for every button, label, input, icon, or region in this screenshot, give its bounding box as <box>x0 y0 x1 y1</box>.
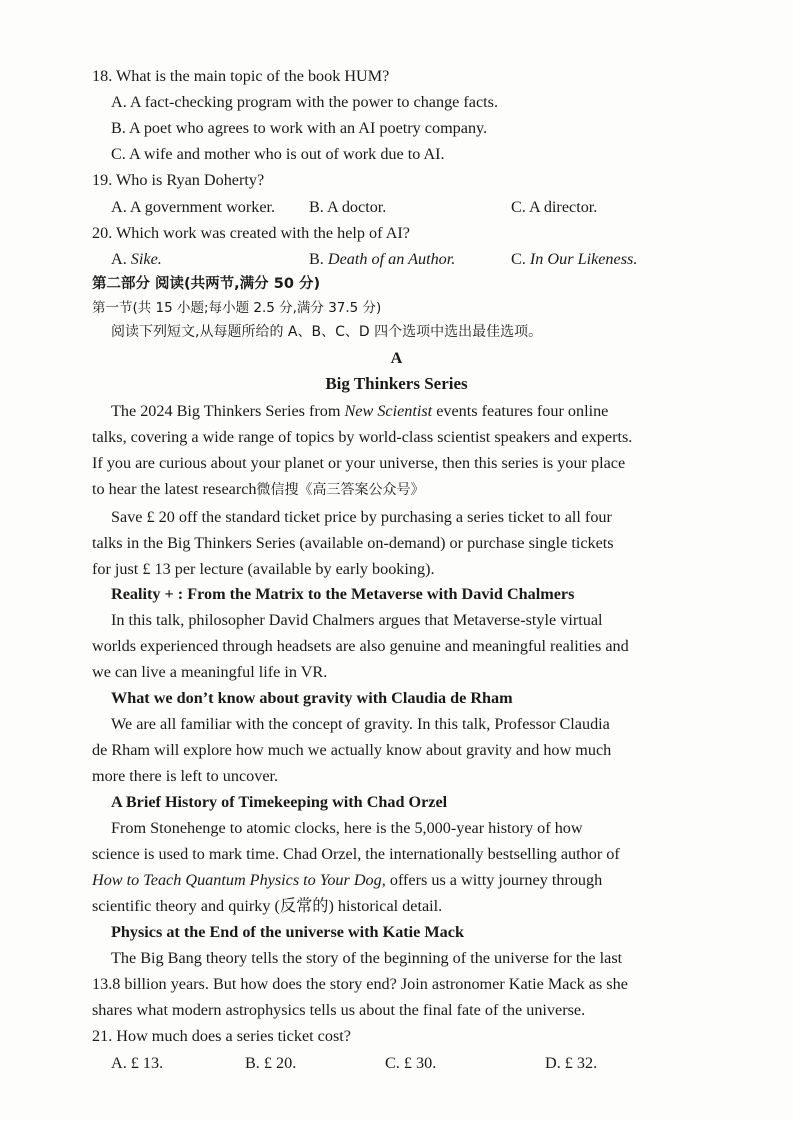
talk-3-line-3 <box>92 870 602 890</box>
section-subheading: 第一节(共 15 小题;每小题 2.5 分,满分 37.5 分) <box>92 300 382 316</box>
talk-2-line-2: de Rham will explore how much we actually know about gravity and how much <box>92 741 612 759</box>
question-20-option-c-title: In Our Likeness. <box>529 250 638 268</box>
intro-line-4 <box>92 479 424 500</box>
talk-3-line-2: science is used to mark time. Chad Orzel, the internationally bestselling author of <box>92 845 620 863</box>
intro-line-1 <box>111 401 608 421</box>
publication-name: New Scientist <box>344 402 433 420</box>
question-19-option-b: B. A doctor. <box>309 198 387 216</box>
talk-2-line-1: We are all familiar with the concept of gravity. In this talk, Professor Claudia <box>111 715 610 733</box>
talk-4-title: Physics at the End of the universe with Katie Mack <box>111 923 464 941</box>
intro-line-4-text: to hear the latest research <box>92 480 257 498</box>
question-20-option-c <box>511 249 637 269</box>
talk-4-line-1: The Big Bang theory tells the story of the beginning of the universe for the last <box>111 949 623 967</box>
question-20-option-b-title: Death of an Author. <box>327 250 456 268</box>
question-18-stem: 18. What is the main topic of the book HUM? <box>92 67 390 85</box>
question-18-option-b: B. A poet who agrees to work with an AI poetry company. <box>111 119 488 137</box>
question-21-option-b: B. £ 20. <box>245 1054 297 1072</box>
talk-2-line-3: more there is left to uncover. <box>92 767 279 785</box>
question-21-option-c: C. £ 30. <box>385 1054 437 1072</box>
watermark-text: 微信搜《高三答案公众号》 <box>256 482 425 498</box>
section-heading: 第二部分 阅读(共两节,满分 50 分) <box>92 276 321 292</box>
question-20-option-b-letter: B. <box>309 250 328 268</box>
question-19-option-a: A. A government worker. <box>111 198 276 216</box>
passage-letter: A <box>390 349 403 367</box>
intro-line-1-start: The 2024 Big Thinkers Series from <box>111 402 345 420</box>
question-19-stem: 19. Who is Ryan Doherty? <box>92 171 265 189</box>
book-title: How to Teach Quantum Physics to Your Dog <box>92 871 382 889</box>
talk-2-title: What we don’t know about gravity with Claudia de Rham <box>111 689 513 707</box>
intro-line-2: talks, covering a wide range of topics by world-class scientist speakers and experts. <box>92 428 633 446</box>
intro-line-1-end: events features four online <box>432 402 609 420</box>
pricing-line-3: for just £ 13 per lecture (available by early booking). <box>92 560 435 578</box>
intro-line-3: If you are curious about your planet or your universe, then this series is your place <box>92 454 626 472</box>
talk-3-line-4: scientific theory and quirky (反常的) historical detail. <box>92 897 443 915</box>
question-21-stem: 21. How much does a series ticket cost? <box>92 1027 351 1045</box>
question-18-option-c: C. A wife and mother who is out of work due to AI. <box>111 145 445 163</box>
pricing-line-2: talks in the Big Thinkers Series (available on-demand) or purchase single tickets <box>92 534 614 552</box>
question-21-option-a: A. £ 13. <box>111 1054 164 1072</box>
talk-1-line-3: we can live a meaningful life in VR. <box>92 663 328 681</box>
section-instruction: 阅读下列短文,从每题所给的 A、B、C、D 四个选项中选出最佳选项。 <box>111 324 543 340</box>
question-20-option-a-title: Sike. <box>130 250 162 268</box>
passage-title: Big Thinkers Series <box>325 374 468 393</box>
talk-1-line-2: worlds experienced through headsets are also genuine and meaningful realities and <box>92 637 629 655</box>
talk-3-line-1: From Stonehenge to atomic clocks, here is the 5,000-year history of how <box>111 819 583 837</box>
question-20-option-a <box>111 249 162 269</box>
talk-4-line-3: shares what modern astrophysics tells us about the final fate of the universe. <box>92 1001 586 1019</box>
talk-3-title: A Brief History of Timekeeping with Chad Orzel <box>111 793 448 811</box>
question-21-option-d: D. £ 32. <box>545 1054 598 1072</box>
pricing-line-1: Save £ 20 off the standard ticket price by purchasing a series ticket to all four <box>111 508 612 526</box>
talk-4-line-2: 13.8 billion years. But how does the story end? Join astronomer Katie Mack as she <box>92 975 628 993</box>
question-18-option-a: A. A fact-checking program with the power to change facts. <box>111 93 499 111</box>
question-19-option-c: C. A director. <box>511 198 598 216</box>
talk-3-line-3-end: , offers us a witty journey through <box>381 871 603 889</box>
question-20-option-c-letter: C. <box>511 250 530 268</box>
talk-1-title: Reality + : From the Matrix to the Metaverse with David Chalmers <box>111 585 575 603</box>
question-20-stem: 20. Which work was created with the help of AI? <box>92 224 410 242</box>
talk-1-line-1: In this talk, philosopher David Chalmers argues that Metaverse-style virtual <box>111 611 603 629</box>
question-20-option-a-letter: A. <box>111 250 131 268</box>
question-20-option-b <box>309 249 455 269</box>
